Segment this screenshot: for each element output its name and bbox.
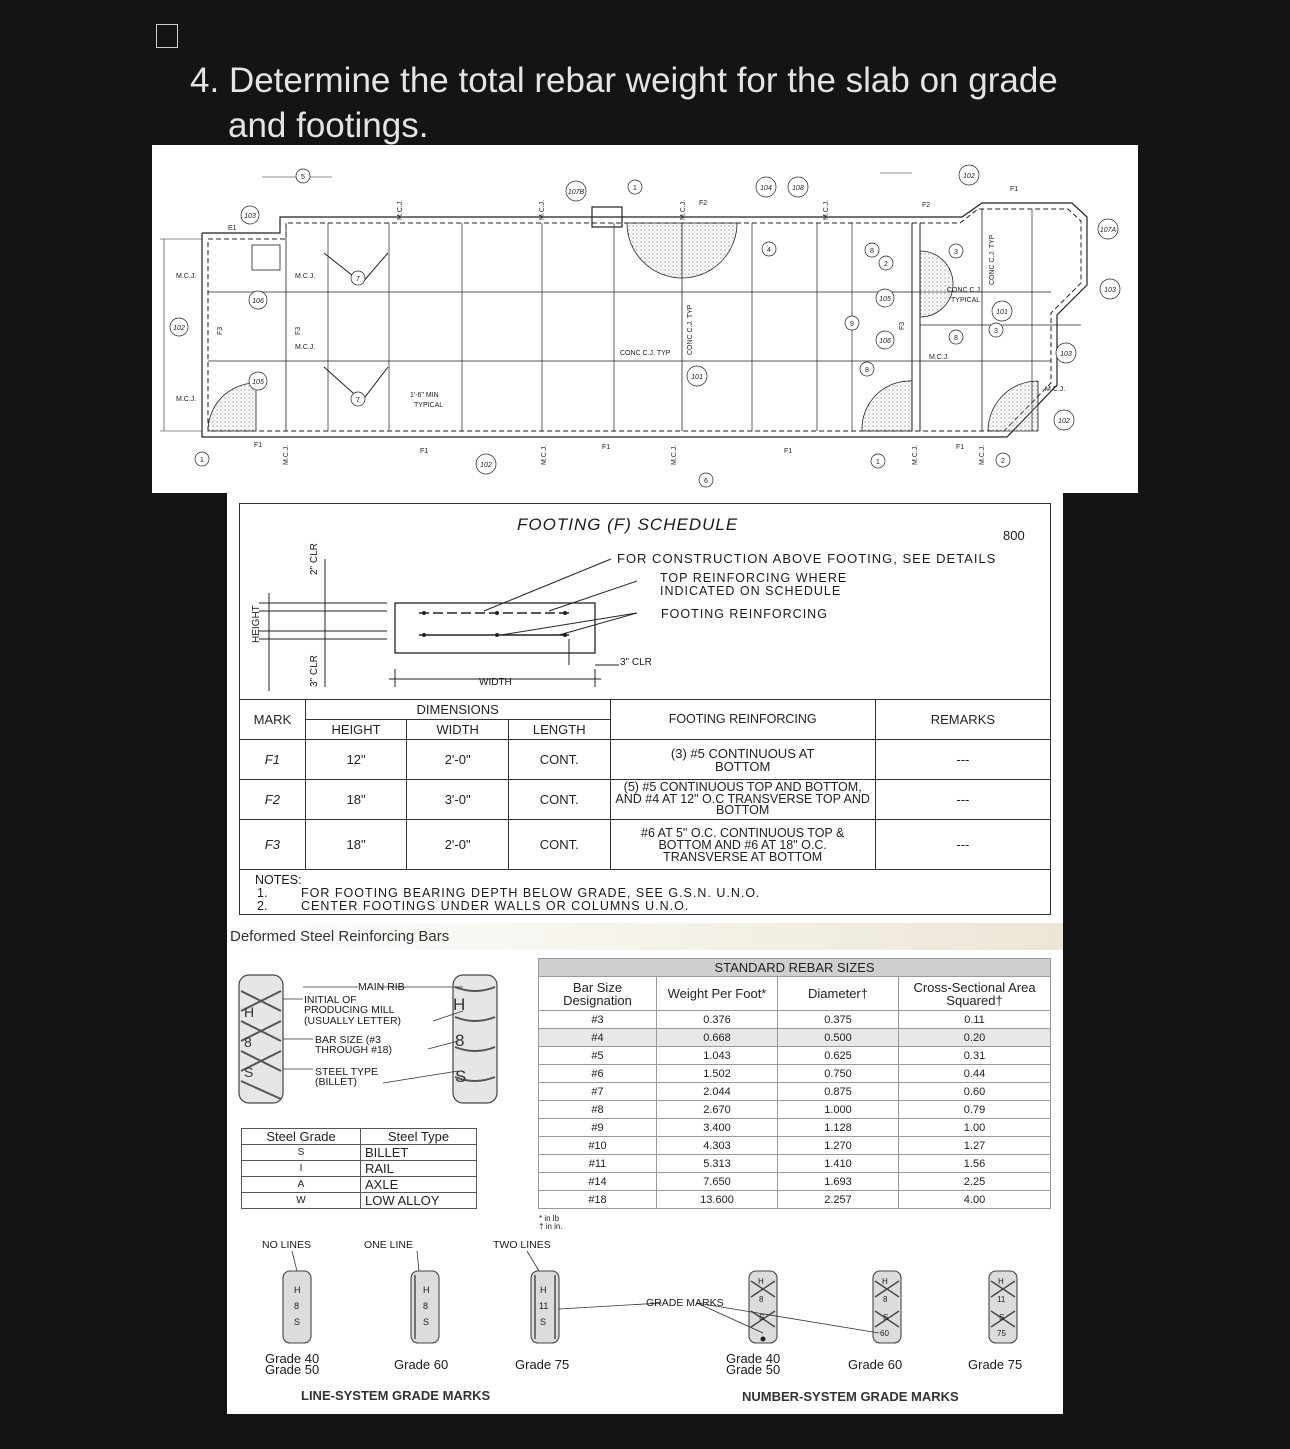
cell-remarks: --- (875, 780, 1050, 820)
cell-weight: 7.650 (657, 1173, 778, 1191)
num-bar-8: 8 (883, 1295, 888, 1304)
cell-weight: 13.600 (657, 1191, 778, 1209)
cell-weight: 2.670 (657, 1101, 778, 1119)
hex-tag-3b: 3 (994, 328, 998, 335)
table-row (242, 1145, 477, 1161)
num-grade-60: Grade 60 (848, 1357, 903, 1372)
schedule-note-indicated: INDICATED ON SCHEDULE (660, 584, 842, 598)
grade-cell: I (242, 1161, 361, 1177)
type-cell: BILLET (361, 1145, 477, 1161)
cell-area: 0.79 (899, 1101, 1051, 1119)
callout-through: THROUGH #18) (315, 1044, 393, 1056)
f3-label: F3 (217, 326, 224, 335)
cell-remarks: --- (875, 820, 1050, 870)
plan-tag-108: 108 (792, 185, 804, 192)
header-remarks: REMARKS (875, 700, 1050, 740)
mcj-label: M.C.J. (979, 444, 986, 465)
callout-bar-size: BAR SIZE (#3 (315, 1034, 381, 1046)
note-2-number: 2. (257, 899, 268, 913)
bar-letter-s: S (244, 1064, 254, 1080)
schedule-corner-number: 800 (1003, 528, 1025, 543)
table-row (539, 1047, 1051, 1065)
cell-bar-size: #5 (539, 1047, 657, 1065)
callout-producing: PRODUCING MILL (304, 1004, 395, 1016)
hex-tag-3: 3 (954, 249, 958, 256)
cell-area: 1.00 (899, 1119, 1051, 1137)
cell-area: 0.20 (899, 1029, 1051, 1047)
cell-diameter: 0.750 (778, 1065, 899, 1083)
table-row (539, 1137, 1051, 1155)
cell-diameter: 1.000 (778, 1101, 899, 1119)
cell-area: 0.11 (899, 1011, 1051, 1029)
cell-area: 0.44 (899, 1065, 1051, 1083)
checkbox[interactable] (156, 24, 178, 48)
num-bar-s: S (759, 1313, 765, 1322)
callout-billet: (BILLET) (315, 1076, 358, 1088)
mcj-label: M.C.J. (283, 444, 290, 465)
cell-height: 18" (305, 780, 407, 820)
line-grade-40: Grade 40 (265, 1351, 320, 1366)
two-lines-label: TWO LINES (493, 1239, 551, 1251)
f2-label: F2 (922, 202, 931, 209)
type-cell: LOW ALLOY (361, 1193, 477, 1209)
table-row (240, 820, 1051, 870)
f2-label: F2 (699, 200, 708, 207)
f1-label: F1 (254, 442, 263, 449)
cell-weight: 2.044 (657, 1083, 778, 1101)
callout-main-rib: MAIN RIB (358, 981, 405, 993)
cell-weight: 5.313 (657, 1155, 778, 1173)
conc-cj-typ-vertical: CONC C.J. TYP (687, 304, 694, 355)
notes-label: NOTES: (255, 873, 302, 887)
one-line-label: ONE LINE (364, 1239, 414, 1251)
table-row (240, 740, 1051, 780)
rebar-reference (227, 923, 1063, 1414)
plan-tag-103c: 103 (1060, 351, 1072, 358)
rebar-heading: Deformed Steel Reinforcing Bars (230, 928, 450, 945)
plan-tag-104: 104 (760, 185, 772, 192)
hex-tag-9: 9 (850, 321, 854, 328)
conc-cj-label: CONC C.J. (947, 287, 982, 294)
cell-bar-size: #9 (539, 1119, 657, 1137)
num-bar-s: S (999, 1313, 1005, 1322)
num-bar-8: 8 (759, 1295, 764, 1304)
num-grade-40: Grade 40 (726, 1351, 781, 1366)
note-1-text: FOR FOOTING BEARING DEPTH BELOW GRADE, SEE G.S.N. U.N.O. (301, 886, 761, 900)
type-header: Steel Type (361, 1129, 477, 1145)
e1-label: E1 (228, 225, 237, 232)
grade-cell: S (242, 1145, 361, 1161)
top-clr-label: 2" CLR (309, 543, 320, 575)
table-row (539, 1083, 1051, 1101)
callout-initial: INITIAL OF (304, 994, 357, 1006)
mcj-label: M.C.J. (295, 273, 316, 280)
cell-diameter: 0.625 (778, 1047, 899, 1065)
header-length: LENGTH (508, 720, 610, 740)
num-bar-h: H (758, 1277, 764, 1286)
plan-tag-106: 106 (252, 298, 264, 305)
line-grade-50: Grade 50 (265, 1362, 320, 1377)
cell-remarks: --- (875, 740, 1050, 780)
cell-weight: 1.502 (657, 1065, 778, 1083)
header-diameter: Diameter† (778, 977, 899, 1011)
cell-width: 3'-0" (407, 780, 509, 820)
num-bar-11: 11 (997, 1295, 1006, 1304)
conc-cj-typ-label: CONC C.J. TYP (620, 350, 671, 357)
mcj-label: M.C.J. (539, 199, 546, 220)
question-line-2: and footings. (228, 106, 429, 145)
line-bar-8: 8 (294, 1301, 300, 1311)
header-area: Cross-Sectional Area Squared† (899, 977, 1051, 1011)
footnote-in: † in in. (539, 1222, 563, 1231)
cell-bar-size: #11 (539, 1155, 657, 1173)
cell-reinforcing: #6 AT 5" O.C. CONTINUOUS TOP & BOTTOM AND #6 AT 18" O.C. TRANSVERSE AT BOTTOM (610, 820, 875, 870)
cell-weight: 0.376 (657, 1011, 778, 1029)
hex-tag-1: 1 (200, 457, 204, 464)
cell-area: 1.27 (899, 1137, 1051, 1155)
cell-weight: 0.668 (657, 1029, 778, 1047)
cell-bar-size: #6 (539, 1065, 657, 1083)
cell-diameter: 0.500 (778, 1029, 899, 1047)
hex-tag-5: 5 (301, 174, 305, 181)
cell-mark: F1 (240, 740, 306, 780)
plan-tag-105b: 105 (879, 296, 891, 303)
cell-bar-size: #7 (539, 1083, 657, 1101)
cell-reinforcing: (5) #5 CONTINUOUS TOP AND BOTTOM, AND #4 AT 12" O.C TRANSVERSE TOP AND BOTTOM (610, 780, 875, 820)
header-dimensions: DIMENSIONS (305, 700, 610, 720)
hex-tag-7: 7 (356, 276, 360, 283)
cell-area: 4.00 (899, 1191, 1051, 1209)
f3-label: F3 (295, 326, 302, 335)
line-bar-8: 8 (423, 1301, 429, 1311)
mcj-label: M.C.J. (823, 199, 830, 220)
cell-bar-size: #4 (539, 1029, 657, 1047)
typical-label: TYPICAL (951, 297, 981, 304)
footing-schedule (227, 493, 1063, 923)
line-bar-h: H (540, 1285, 547, 1295)
mcj-label: M.C.J. (680, 199, 687, 220)
header-width: WIDTH (407, 720, 509, 740)
cell-bar-size: #3 (539, 1011, 657, 1029)
note-1-number: 1. (257, 886, 268, 900)
cell-bar-size: #18 (539, 1191, 657, 1209)
f1-label: F1 (602, 444, 611, 451)
grade-header: Steel Grade (242, 1129, 361, 1145)
height-label: HEIGHT (251, 605, 262, 643)
line-system-title: LINE-SYSTEM GRADE MARKS (301, 1388, 491, 1403)
min-typical-label-2: TYPICAL (414, 402, 444, 409)
type-cell: AXLE (361, 1177, 477, 1193)
plan-tag-101b: 101 (996, 309, 1008, 316)
cell-height: 12" (305, 740, 407, 780)
header-mark: MARK (240, 700, 306, 740)
plan-tag-107b: 107B (567, 189, 585, 196)
cell-weight: 1.043 (657, 1047, 778, 1065)
table-row (242, 1161, 477, 1177)
mcj-label: M.C.J. (671, 444, 678, 465)
line-bar-s: S (294, 1317, 301, 1327)
table-row (539, 1119, 1051, 1137)
question-text (190, 58, 1058, 148)
table-row (539, 1191, 1051, 1209)
cell-area: 1.56 (899, 1155, 1051, 1173)
type-cell: RAIL (361, 1161, 477, 1177)
num-bar-60: 60 (880, 1329, 889, 1338)
cell-diameter: 1.693 (778, 1173, 899, 1191)
f1-label: F1 (956, 444, 965, 451)
cell-bar-size: #10 (539, 1137, 657, 1155)
callout-steel-type: STEEL TYPE (315, 1066, 379, 1078)
cell-bar-size: #14 (539, 1173, 657, 1191)
mcj-label: M.C.J. (1045, 386, 1066, 393)
line-grade-60: Grade 60 (394, 1357, 449, 1372)
conc-cj-typ-vertical-2: CONC C.J. TYP (989, 234, 996, 285)
mcj-label: M.C.J. (912, 444, 919, 465)
cell-diameter: 1.410 (778, 1155, 899, 1173)
f1-label: F1 (1010, 186, 1019, 193)
cell-length: CONT. (508, 740, 610, 780)
cell-mark: F3 (240, 820, 306, 870)
hex-tag-2: 2 (884, 261, 888, 268)
side-clr-label: 3" CLR (620, 657, 652, 668)
note-2-text: CENTER FOOTINGS UNDER WALLS OR COLUMNS U.N.O. (301, 899, 690, 913)
steel-grade-table (241, 1128, 477, 1209)
plan-tag-103b: 103 (1104, 287, 1116, 294)
cell-area: 0.31 (899, 1047, 1051, 1065)
foundation-plan (152, 145, 1138, 493)
table-row (539, 1011, 1051, 1029)
cell-diameter: 0.375 (778, 1011, 899, 1029)
plan-tag-102c: 102 (1058, 418, 1070, 425)
table-row (539, 1173, 1051, 1191)
header-reinforcing: FOOTING REINFORCING (610, 700, 875, 740)
num-bar-s: S (883, 1313, 889, 1322)
cell-area: 0.60 (899, 1083, 1051, 1101)
cell-width: 2'-0" (407, 820, 509, 870)
cell-diameter: 0.875 (778, 1083, 899, 1101)
cell-diameter: 1.128 (778, 1119, 899, 1137)
header-height: HEIGHT (305, 720, 407, 740)
bar-letter-size: 8 (244, 1034, 252, 1050)
num-bar-h: H (882, 1277, 888, 1286)
foundation-plan-drawing (152, 145, 1138, 493)
schedule-title: FOOTING (F) SCHEDULE (517, 515, 739, 534)
mcj-label: M.C.J. (176, 396, 197, 403)
cell-bar-size: #8 (539, 1101, 657, 1119)
number-system-title: NUMBER-SYSTEM GRADE MARKS (742, 1389, 959, 1404)
hex-tag-4: 4 (767, 247, 771, 254)
bottom-clr-label: 3" CLR (309, 655, 320, 687)
num-grade-75: Grade 75 (968, 1357, 1023, 1372)
table-row (539, 1029, 1051, 1047)
plan-tag-106b: 106 (879, 338, 891, 345)
cell-area: 2.25 (899, 1173, 1051, 1191)
num-bar-75: 75 (997, 1329, 1006, 1338)
f1-label: F1 (784, 448, 793, 455)
bar-letter-h: H (244, 1004, 255, 1020)
line-bar-h: H (294, 1285, 301, 1295)
header-bar-size: Bar Size Designation (539, 977, 657, 1011)
bar-letter-h-right: H (453, 995, 466, 1014)
grade-cell: A (242, 1177, 361, 1193)
hex-tag-8: 8 (870, 248, 874, 255)
mcj-label: M.C.J. (397, 199, 404, 220)
cell-weight: 4.303 (657, 1137, 778, 1155)
grade-mark-bars (267, 1241, 1037, 1351)
f1-label: F1 (420, 448, 429, 455)
num-bar-h: H (998, 1277, 1004, 1286)
line-bar-h: H (423, 1285, 430, 1295)
grade-marks-label-1: GRADE MARKS (646, 1297, 724, 1309)
mcj-label: M.C.J. (176, 273, 197, 280)
line-bar-11: 11 (539, 1301, 549, 1311)
cell-length: CONT. (508, 780, 610, 820)
cell-length: CONT. (508, 820, 610, 870)
table-row (242, 1177, 477, 1193)
bar-letter-size-right: 8 (455, 1031, 465, 1050)
cell-diameter: 2.257 (778, 1191, 899, 1209)
hex-tag-7b: 7 (356, 397, 360, 404)
line-bar-s: S (540, 1317, 547, 1327)
cell-width: 2'-0" (407, 740, 509, 780)
footing-section-diagram (239, 553, 659, 693)
std-table-body (539, 1011, 1051, 1209)
bar-letter-s-right: S (455, 1067, 467, 1086)
schedule-note-construction: FOR CONSTRUCTION ABOVE FOOTING, SEE DETAILS (617, 551, 997, 566)
header-weight: Weight Per Foot* (657, 977, 778, 1011)
line-bar-s: S (423, 1317, 430, 1327)
schedule-note-top-reinforcing: TOP REINFORCING WHERE (660, 571, 848, 585)
plan-tag-103: 103 (244, 213, 256, 220)
grade-cell: W (242, 1193, 361, 1209)
no-lines-label: NO LINES (262, 1239, 312, 1251)
plan-tag-102d: 102 (963, 173, 975, 180)
mcj-label: M.C.J. (295, 344, 316, 351)
plan-tag-107a: 107A (1099, 227, 1117, 234)
cell-mark: F2 (240, 780, 306, 820)
table-row (539, 1065, 1051, 1083)
hex-tag-8b: 8 (865, 367, 869, 374)
f3-label: F3 (899, 321, 906, 330)
min-typical-label: 1'-6" MIN (410, 392, 439, 399)
hex-tag-6: 6 (704, 478, 708, 485)
num-grade-50: Grade 50 (726, 1362, 781, 1377)
question-number: 4. (190, 61, 220, 100)
mcj-label: M.C.J. (541, 444, 548, 465)
plan-tag-105: 105 (252, 379, 264, 386)
width-label: WIDTH (479, 677, 512, 688)
cell-reinforcing: (3) #5 CONTINUOUS AT BOTTOM (610, 740, 875, 780)
plan-tag-102b: 102 (480, 462, 492, 469)
cell-weight: 3.400 (657, 1119, 778, 1137)
hex-tag-1c: 1 (633, 185, 637, 192)
footnote-lb: * in lb (539, 1214, 560, 1223)
schedule-note-footing-reinforcing: FOOTING REINFORCING (661, 607, 828, 621)
line-grade-75: Grade 75 (515, 1357, 570, 1372)
callout-usually: (USUALLY LETTER) (304, 1015, 402, 1027)
table-row (240, 780, 1051, 820)
table-row (242, 1193, 477, 1209)
table-row (539, 1101, 1051, 1119)
footing-schedule-table (239, 699, 1051, 870)
hex-tag-1b: 1 (876, 459, 880, 466)
cell-height: 18" (305, 820, 407, 870)
std-table-caption: STANDARD REBAR SIZES (539, 959, 1051, 977)
table-row (539, 1155, 1051, 1173)
question-line-1: Determine the total rebar weight for the slab on grade (228, 61, 1058, 100)
plan-tag-101: 101 (691, 374, 703, 381)
hex-tag-8c: 8 (954, 335, 958, 342)
mcj-label: M.C.J. (929, 354, 950, 361)
plan-tag-102: 102 (173, 325, 185, 332)
hex-tag-2b: 2 (1001, 458, 1005, 465)
standard-rebar-sizes-table (538, 958, 1051, 1209)
cell-diameter: 1.270 (778, 1137, 899, 1155)
